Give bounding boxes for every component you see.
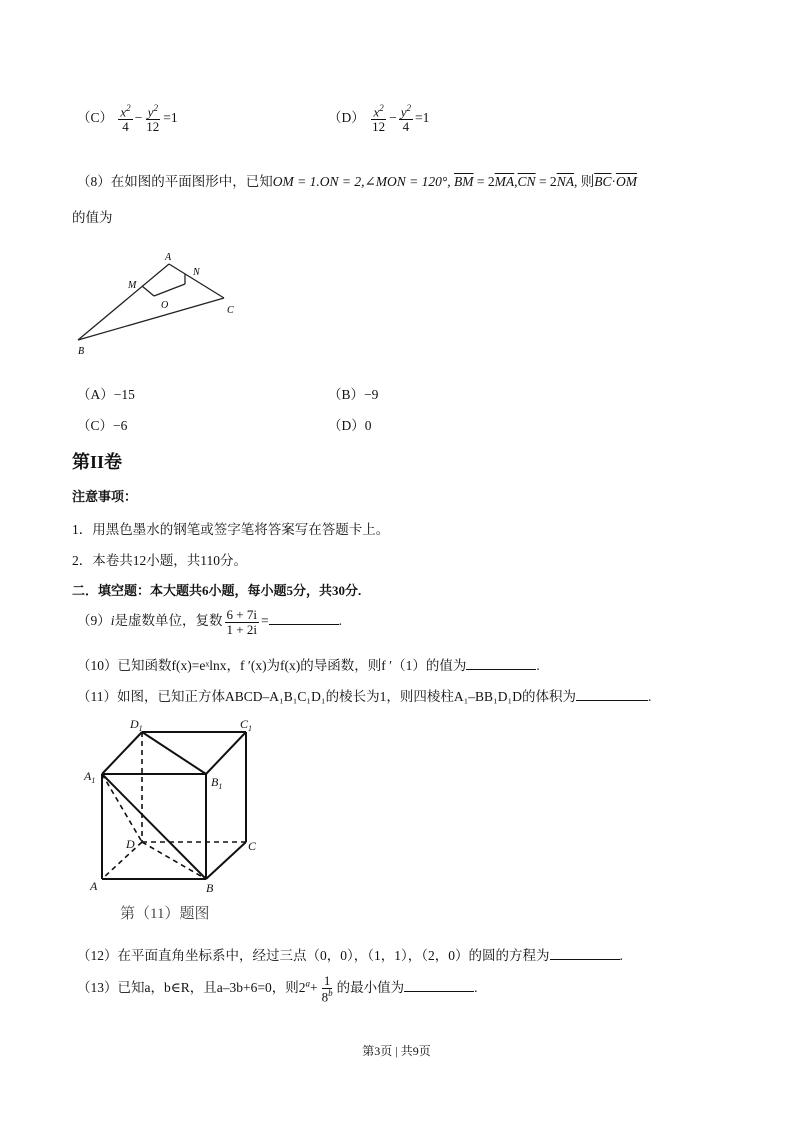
label-b1: $B_1$: [211, 775, 223, 791]
label-b: B: [78, 346, 85, 357]
fraction-y2-over-4: $\frac{y^2}{4}$: [400, 103, 412, 134]
label-d: D: [126, 837, 135, 851]
label-d1: $D_1$: [130, 717, 143, 733]
label-a: A: [90, 879, 98, 893]
fraction-y2-over-12: $\frac{y^2}{12}$: [146, 103, 160, 134]
label-n: N: [193, 267, 200, 278]
q9-fraction: $\frac{6 + 7i}{1 + 2i}$: [226, 607, 257, 637]
q8-option-a: （A）−15: [77, 387, 135, 402]
q11-cube-figure: [80, 714, 280, 924]
label-b: B: [206, 881, 214, 895]
fraction-x2-over-4: $\frac{x^2}{4}$: [120, 103, 131, 134]
label-a: A: [165, 252, 172, 263]
q8-figure: [72, 248, 242, 368]
option-label: （C）: [77, 109, 114, 125]
answer-blank: [404, 990, 474, 992]
answer-blank: [550, 958, 620, 960]
label-m: M: [128, 280, 137, 291]
q8-stem: （8）在如图的平面图形中，已知OM = 1.ON = 2,∠MON = 120°, $\overline{BM} = 2\overline{MA},\overline{CN} = 2\overline{NA}$, 则$\overline{BC}\cdot\overline{OM}$: [77, 174, 637, 189]
label-c1: $C_1$: [240, 717, 253, 733]
answer-blank: [466, 668, 536, 670]
q8-option-d: （D）0: [328, 418, 372, 433]
page-footer: 第3页 | 共9页: [362, 1044, 431, 1058]
q12: （12）在平面直角坐标系中，经过三点（0，0），（1，1），（2，0）的圆的方程为 .: [77, 948, 623, 963]
q13-fraction: $\frac{1}{8^b}$: [321, 973, 333, 1004]
q11: （11）如图，已知正方体ABCD–A₁B₁C₁D₁的棱长为1，则四棱柱A₁–BB₁D₁D的体积为 .: [77, 689, 652, 704]
label-c: C: [227, 305, 234, 316]
label-a1: $A_1$: [84, 769, 96, 785]
q9: （9）i是虚数单位，复数 $\frac{6 + 7i}{1 + 2i}$ = .: [77, 607, 342, 637]
section-title: 二．填空题：本大题共6小题，每小题5分，共30分.: [72, 583, 362, 598]
note-2: 2．本卷共12小题，共110分。: [72, 553, 247, 568]
q7-option-d: （D） $\frac{x^2}{12}$ − $\frac{y^2}{4}$ =1: [328, 103, 430, 134]
fraction-x2-over-12: $\frac{x^2}{12}$: [372, 103, 386, 134]
notice-title: 注意事项：: [72, 489, 138, 504]
q10: （10）已知函数f(x)=eˣlnx，f ′(x)为f(x)的导函数，则f ′（1）的值为 .: [77, 658, 540, 673]
label-c: C: [248, 839, 257, 853]
figure-caption: 第（11）题图: [120, 906, 210, 922]
option-label: （D）: [328, 109, 365, 125]
part-title: 第II卷: [72, 452, 123, 472]
q8-stem-line2: 的值为: [72, 210, 113, 225]
answer-blank: [576, 699, 648, 701]
q7-option-c: （C） $\frac{x^2}{4}$ − $\frac{y^2}{12}$ =1: [77, 103, 178, 134]
q8-option-b: （B）−9: [328, 387, 379, 402]
q13: （13）已知a，b∈R，且a–3b+6=0，则$2^a+$ $\frac{1}{8^b}$ 的最小值为 .: [77, 973, 478, 1004]
note-1: 1．用黑色墨水的钢笔或签字笔将答案写在答题卡上。: [72, 522, 390, 537]
label-o: O: [161, 300, 169, 311]
answer-blank: [269, 623, 339, 625]
q8-option-c: （C）−6: [77, 418, 128, 433]
